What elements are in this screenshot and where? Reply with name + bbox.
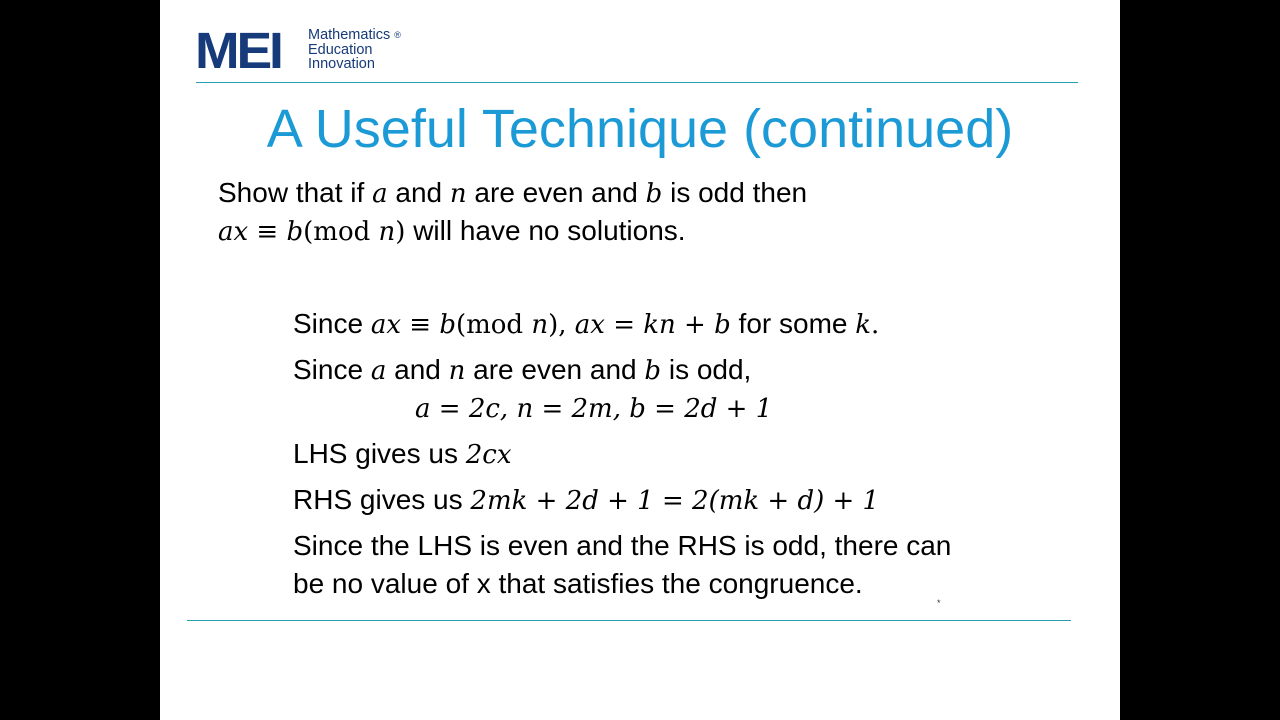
- text: Show that if: [218, 177, 373, 208]
- logo-line-3: Innovation: [308, 56, 375, 72]
- text: LHS gives us: [293, 438, 466, 469]
- math-paren: ),: [548, 310, 575, 340]
- math-equiv: ≡: [248, 217, 287, 247]
- pointer-marker: *: [937, 598, 941, 608]
- text: Since: [293, 308, 371, 339]
- text: is odd,: [661, 354, 752, 385]
- math-lhs: 2cx: [465, 440, 512, 470]
- math-dot: .: [871, 310, 880, 340]
- step-2: [293, 352, 751, 389]
- step-2-equation: [415, 390, 772, 427]
- logo-line-1: Mathematics: [308, 27, 391, 43]
- step-1: [293, 306, 879, 343]
- math-a: a: [372, 179, 388, 209]
- math-a: a: [370, 356, 387, 386]
- math-plus: +: [675, 310, 715, 340]
- math-n: n: [448, 356, 466, 386]
- text: and: [386, 354, 449, 385]
- logo-wordmark: [308, 28, 401, 72]
- registered-mark: ®: [394, 30, 401, 40]
- math-b: b: [286, 217, 304, 247]
- question-line-1: [218, 175, 807, 212]
- math-paren: ): [395, 217, 406, 247]
- slide: [160, 0, 1120, 720]
- question-line-2: [218, 213, 686, 250]
- math-ax: ax: [370, 310, 401, 340]
- math-rhs: 2mk + 2d + 1 = 2(mk + d) + 1: [470, 486, 880, 516]
- logo-line-2: Education: [308, 41, 373, 58]
- math-n: n: [449, 179, 467, 209]
- text: are even and: [466, 177, 646, 208]
- math-equiv: ≡: [401, 310, 440, 340]
- text: for some: [730, 308, 856, 339]
- footer-divider: [187, 620, 1071, 621]
- text: will have no solutions.: [405, 215, 686, 246]
- math-ax: ax: [574, 310, 605, 340]
- math-k: k: [855, 310, 872, 340]
- math-mod: (mod: [455, 310, 532, 340]
- math-b: b: [644, 356, 662, 386]
- conclusion-line-2: be no value of x that satisfies the congruence.: [293, 568, 863, 599]
- slide-title: A Useful Technique (continued): [266, 99, 1014, 159]
- text: are even and: [465, 354, 645, 385]
- step-3: [293, 436, 512, 473]
- text: Since: [293, 354, 371, 385]
- text: is odd then: [662, 177, 808, 208]
- text: and: [387, 177, 450, 208]
- text: RHS gives us: [293, 484, 471, 515]
- math-eq: =: [604, 310, 644, 340]
- math-mod: (mod: [303, 217, 379, 247]
- math-ax: ax: [218, 217, 249, 247]
- math-b: b: [645, 179, 663, 209]
- conclusion-line-1: Since the LHS is even and the RHS is odd, there can: [293, 530, 952, 561]
- math-n: n: [378, 217, 396, 247]
- logo-mark: MEI: [195, 22, 281, 79]
- header-divider: [196, 82, 1078, 83]
- step-4: [293, 482, 879, 519]
- math-b: b: [714, 310, 731, 340]
- math-kn: kn: [643, 310, 676, 340]
- math-n: n: [531, 310, 549, 340]
- math-substitution: a = 2c, n = 2m, b = 2d + 1: [415, 394, 773, 424]
- math-b: b: [439, 310, 456, 340]
